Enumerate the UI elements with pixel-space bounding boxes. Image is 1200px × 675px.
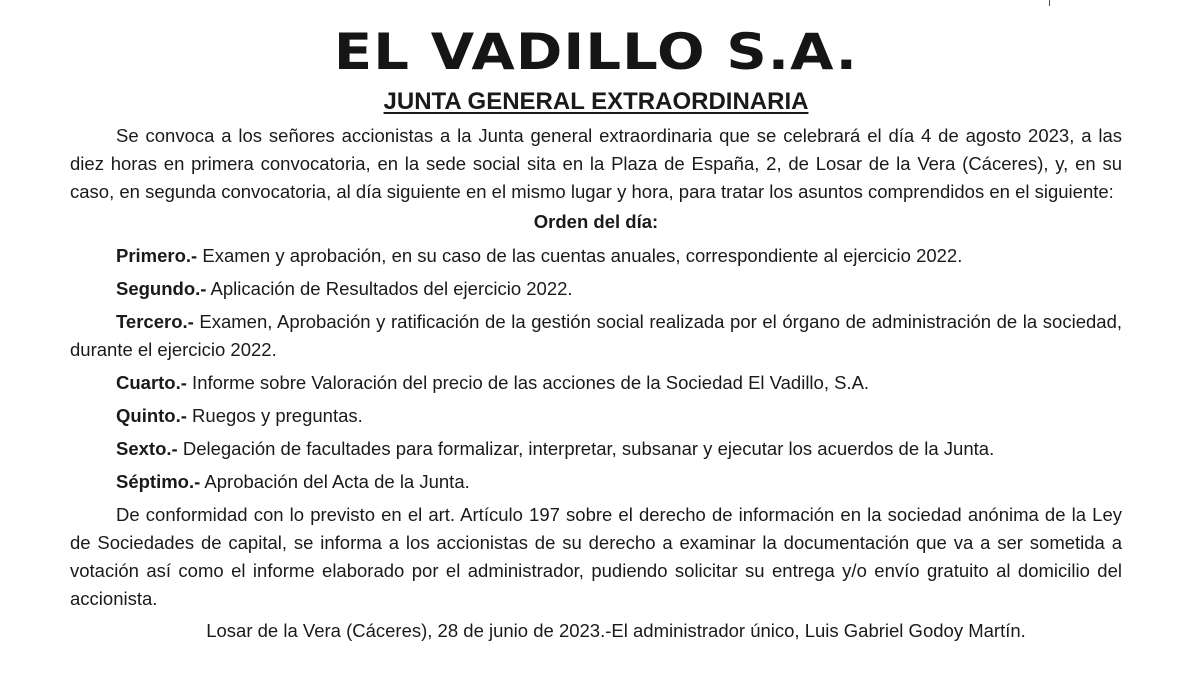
agenda-heading: Orden del día: <box>533 211 659 232</box>
conformity-paragraph: De conformidad con lo previsto en el art. Artículo 197 sobre el derecho de información en la sociedad anónima de la Ley de Sociedades de capital, se informa a los accionistas de su derecho a examinar la documentación que va a ser sometida a votación así como el informe elaborado por el administrador, pudiendo solicitar su entrega y/o envío gratuito al domicilio del accionista. <box>70 504 1122 609</box>
notice-subtitle <box>70 88 1122 116</box>
agenda-item-cuarto <box>70 369 1122 397</box>
company-title: EL VADILLO S.A. <box>333 23 859 81</box>
agenda-item-label: Cuarto.- <box>116 372 187 393</box>
agenda-item-label: Tercero.- <box>116 311 194 332</box>
agenda-item-text: Ruegos y preguntas. <box>186 405 363 426</box>
agenda-item-segundo <box>70 275 1122 303</box>
agenda-item-label: Segundo.- <box>116 278 207 299</box>
agenda-item-label: Séptimo.- <box>116 471 201 492</box>
agenda-item-label: Primero.- <box>116 245 198 266</box>
agenda-item-septimo <box>70 468 1122 496</box>
agenda-item-text: Examen, Aprobación y ratificación de la gestión social realizada por el órgano de administración de la sociedad, durante el ejercicio 2022. <box>70 311 1122 360</box>
corner-mark <box>1049 0 1050 6</box>
agenda-item-text: Aplicación de Resultados del ejercicio 2022. <box>206 278 573 299</box>
agenda-item-label: Quinto.- <box>116 405 187 426</box>
agenda-item-sexto <box>70 435 1122 463</box>
agenda-item-label: Sexto.- <box>116 438 178 459</box>
closing-signature: Losar de la Vera (Cáceres), 28 de junio de 2023.-El administrador único, Luis Gabriel Godoy Martín. <box>206 620 1026 641</box>
notice-subtitle-text: JUNTA GENERAL EXTRAORDINARIA <box>383 88 809 115</box>
intro-paragraph: Se convoca a los señores accionistas a la Junta general extraordinaria que se celebrará el día 4 de agosto 2023, a las diez horas en primera convocatoria, en la sede social sita en la Plaza de España, 2, de Losar de la Vera (Cáceres), y, en su caso, en segunda convocatoria, al día siguiente en el mismo lugar y hora, para tratar los asuntos comprendidos en el siguiente: <box>70 125 1122 202</box>
agenda-item-text: Delegación de facultades para formalizar, interpretar, subsanar y ejecutar los acuerdos de la Junta. <box>177 438 995 459</box>
agenda-item-text: Informe sobre Valoración del precio de las acciones de la Sociedad El Vadillo, S.A. <box>186 372 870 393</box>
agenda-item-tercero <box>70 308 1122 364</box>
agenda-item-quinto <box>70 402 1122 430</box>
agenda-item-primero <box>70 242 1122 270</box>
agenda-item-text: Aprobación del Acta de la Junta. <box>200 471 470 492</box>
agenda-item-text: Examen y aprobación, en su caso de las cuentas anuales, correspondiente al ejercicio 2022. <box>197 245 963 266</box>
